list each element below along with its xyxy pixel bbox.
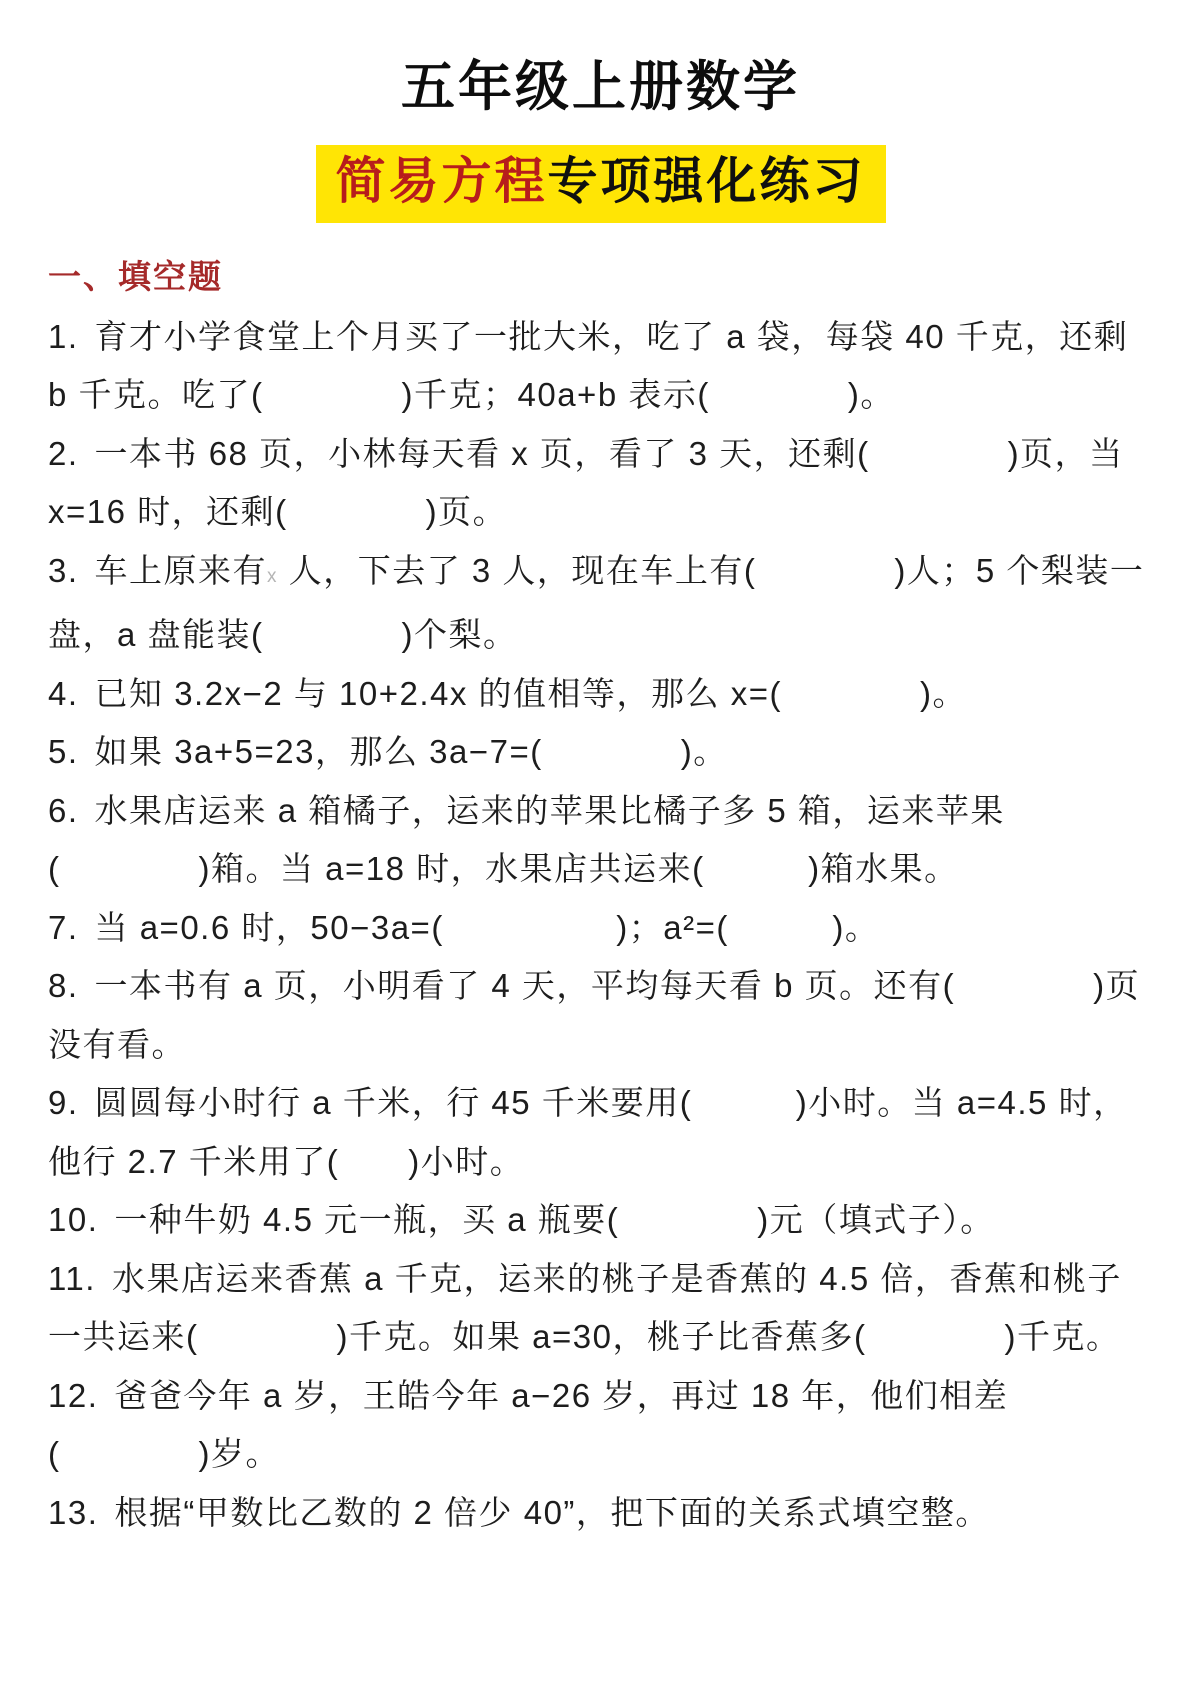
question-text: 已知 3.2x−2 与 10+2.4x 的值相等，那么 x=( )。: [94, 674, 967, 712]
question-text: 水果店运来 a 箱橘子，运来的苹果比橘子多 5 箱，运来苹果( )箱。当 a=18 时，水果店共运来( )箱水果。: [48, 791, 1005, 887]
question-item: [48, 1191, 1153, 1250]
question-text: 车上原来有: [94, 551, 268, 589]
question-item: [48, 957, 1153, 1074]
question-item: [48, 308, 1153, 425]
subtitle-rest-text: 专项强化练习: [547, 153, 866, 209]
question-number: 2.: [48, 434, 79, 472]
question-item: [48, 1250, 1153, 1367]
question-text: 根据“甲数比乙数的 2 倍少 40”，把下面的关系式填空整。: [114, 1493, 990, 1531]
question-number: 1.: [48, 317, 79, 355]
question-number: 5.: [48, 733, 79, 770]
question-number: 13.: [48, 1493, 99, 1531]
question-item: [48, 723, 1153, 782]
question-item: [48, 425, 1153, 542]
question-item: [48, 899, 1153, 958]
question-text: 爸爸今年 a 岁，王皓今年 a−26 岁，再过 18 年，他们相差( )岁。: [48, 1376, 1009, 1472]
question-number: 6.: [48, 791, 79, 829]
question-number: 7.: [48, 908, 79, 946]
question-text: 水果店运来香蕉 a 千克，运来的桃子是香蕉的 4.5 倍，香蕉和桃子一共运来( )千克。如果 a=30，桃子比香蕉多( )千克。: [48, 1259, 1122, 1355]
question-number: 9.: [48, 1084, 79, 1121]
question-text: 一本书 68 页，小林每天看 x 页，看了 3 天，还剩( )页，当 x=16 时，还剩( )页。: [48, 434, 1124, 530]
question-number: 4.: [48, 674, 79, 712]
question-text: 圆圆每小时行 a 千米，行 45 千米要用( )小时。当 a=4.5 时，他行 2.7 千米用了( )小时。: [48, 1084, 1128, 1180]
questions-list: [48, 308, 1153, 1543]
question-item: [48, 665, 1153, 724]
question-item: [48, 1074, 1153, 1191]
question-item: [48, 782, 1153, 899]
question-item: [48, 1484, 1153, 1543]
question-text: 当 a=0.6 时，50−3a=( )；a²=( )。: [94, 908, 880, 946]
section-heading: 一、填空题: [48, 257, 223, 295]
question-text: 人，下去了 3 人，现在车上有( )人；5 个梨装一盘，a 盘能装( )个梨。: [48, 551, 1145, 653]
question-number: 12.: [48, 1376, 99, 1414]
question-text: 育才小学食堂上个月买了一批大米，吃了 a 袋，每袋 40 千克，还剩 b 千克。吃了( )千克；40a+b 表示( )。: [48, 317, 1129, 413]
question-item: [48, 542, 1153, 665]
question-text: 一种牛奶 4.5 元一瓶，买 a 瓶要( )元（填式子）。: [114, 1201, 995, 1238]
faint-variable: x: [267, 565, 279, 587]
question-item: [48, 1367, 1153, 1484]
question-text: 如果 3a+5=23，那么 3a−7=( )。: [94, 733, 728, 770]
subtitle-row: [48, 145, 1153, 223]
question-text: 一本书有 a 页，小明看了 4 天，平均每天看 b 页。还有( )页没有看。: [48, 967, 1141, 1063]
question-number: 8.: [48, 967, 79, 1004]
question-number: 11.: [48, 1259, 96, 1297]
question-number: 3.: [48, 551, 79, 589]
subtitle-highlight-text: 简易方程: [335, 153, 548, 209]
subtitle-banner: [316, 145, 886, 223]
question-number: 10.: [48, 1201, 99, 1238]
page-title: 五年级上册数学: [401, 57, 800, 117]
